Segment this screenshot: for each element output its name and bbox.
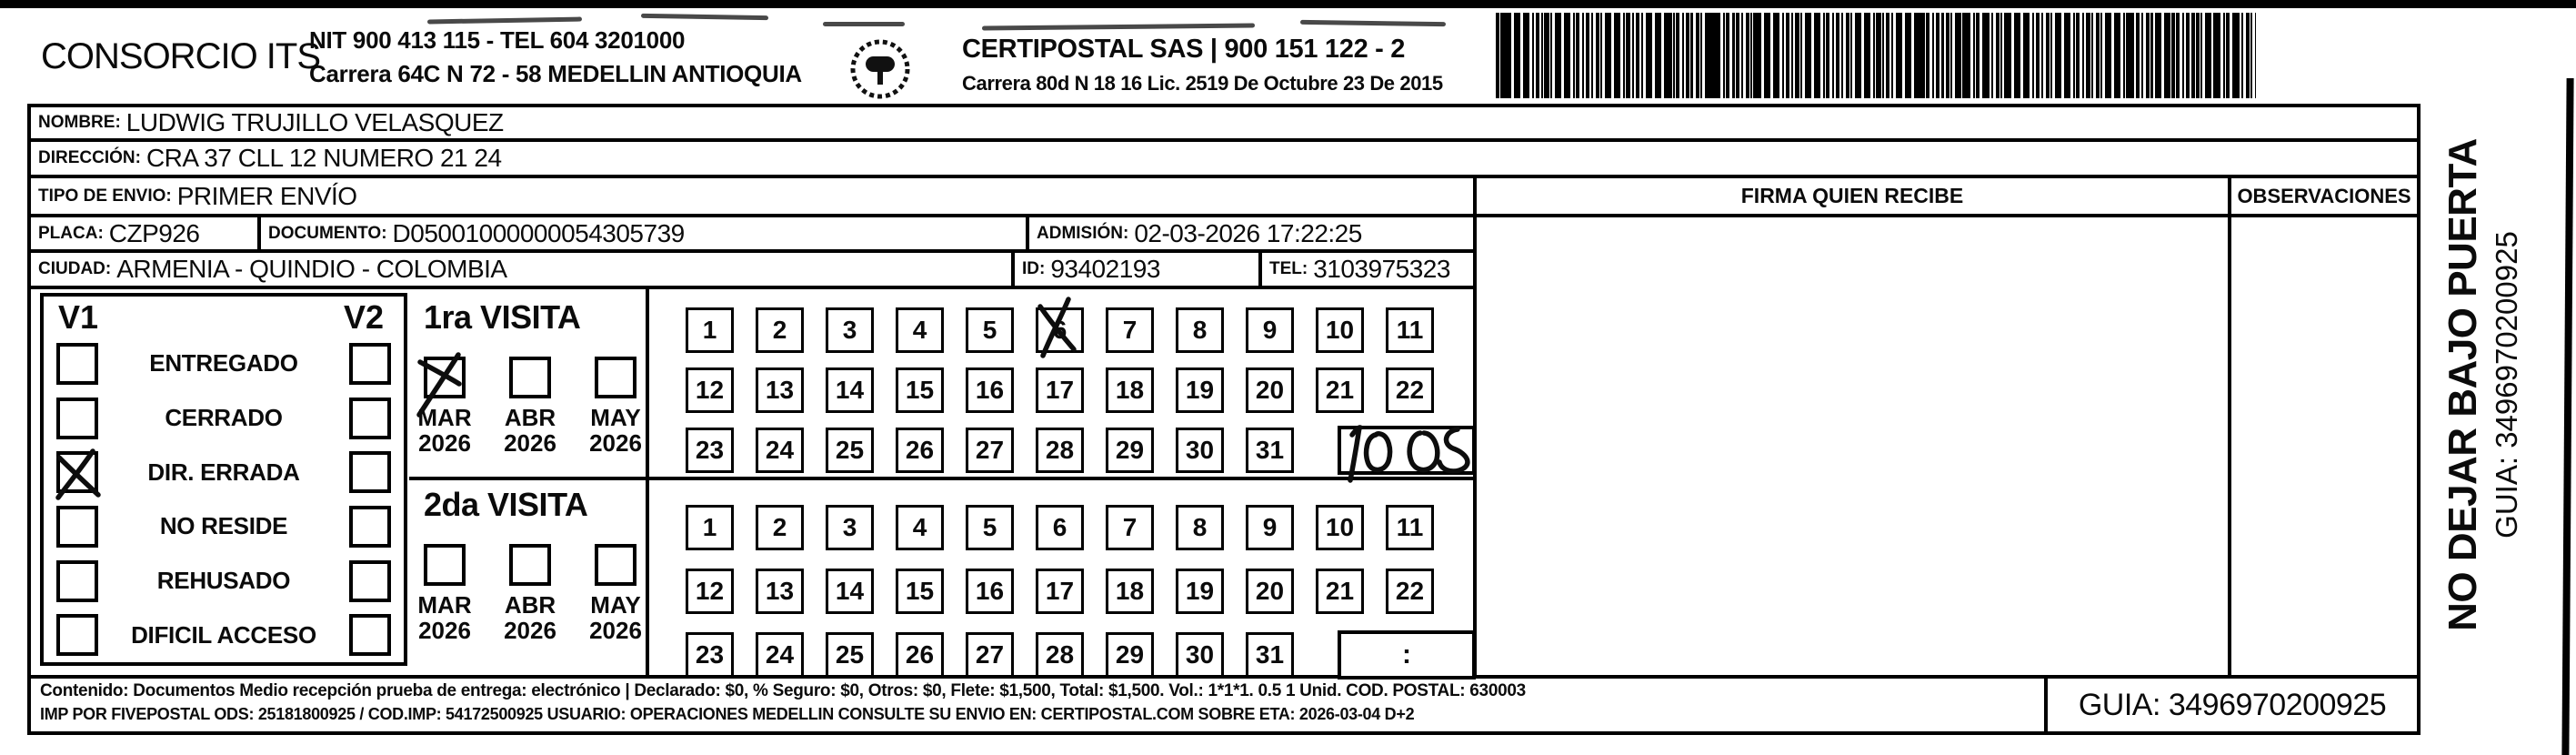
documento-value: D05001000000054305739	[392, 218, 685, 247]
second-visit-day-row-3	[686, 632, 1434, 680]
tipo-envio-label: TIPO DE ENVIO:	[38, 186, 172, 206]
status-label: DIFICIL ACCESO	[131, 620, 316, 649]
handwritten-x-mark	[1038, 310, 1081, 350]
first-visit-day-1[interactable]: 1	[686, 307, 734, 353]
first-visit-day-25[interactable]: 25	[826, 428, 874, 473]
year-label: 2026	[418, 429, 471, 457]
placa-value: CZP926	[108, 218, 200, 247]
second-visit-day-9[interactable]: 9	[1246, 505, 1294, 550]
month-label: MAR	[417, 591, 472, 619]
status-label: CERRADO	[165, 404, 283, 431]
first-visit-day-13[interactable]: 13	[756, 367, 804, 413]
status-row-cerrado	[44, 391, 404, 446]
side-guia: GUIA: 3496970200925	[2490, 231, 2523, 539]
first-visit-day-14[interactable]: 14	[826, 367, 874, 413]
year-label: 2026	[418, 617, 471, 644]
ciudad-label: CIUDAD:	[38, 259, 112, 278]
first-visit-title: 1ra VISITA	[424, 298, 581, 336]
second-visit-day-13[interactable]: 13	[756, 569, 804, 614]
status-label: NO RESIDE	[159, 512, 288, 540]
first-visit-day-8[interactable]: 8	[1176, 307, 1224, 353]
first-visit-day-28[interactable]: 28	[1036, 428, 1084, 473]
form-right-column	[1477, 178, 2417, 675]
first-visit-day-4[interactable]: 4	[896, 307, 944, 353]
tipo-envio-value: PRIMER ENVÍO	[176, 181, 357, 210]
second-visit-day-row-1	[686, 505, 1434, 550]
second-visit-months	[416, 544, 644, 644]
first-visit-day-26[interactable]: 26	[896, 428, 944, 473]
checkbox-v1-entregado[interactable]	[56, 343, 98, 385]
checkbox-v2-cerrado[interactable]	[349, 398, 391, 439]
checkbox-second-visit-abr[interactable]	[509, 544, 551, 586]
observaciones-divider	[2228, 217, 2231, 675]
first-visit-day-12[interactable]: 12	[686, 367, 734, 413]
status-row-dificil-acceso	[44, 608, 404, 662]
month-label: MAY	[590, 404, 641, 431]
checkbox-v2-entregado[interactable]	[349, 343, 391, 385]
second-visit-day-31[interactable]: 31	[1246, 632, 1294, 678]
footer-guia: GUIA: 3496970200925	[2044, 679, 2417, 731]
first-visit-day-15[interactable]: 15	[896, 367, 944, 413]
first-visit-day-6[interactable]: 6	[1036, 307, 1084, 353]
second-visit-day-27[interactable]: 27	[966, 632, 1014, 678]
second-visit-time-box[interactable]: :	[1338, 630, 1476, 680]
first-visit-day-3[interactable]: 3	[826, 307, 874, 353]
admision-cell	[1029, 217, 1473, 249]
second-visit-day-2[interactable]: 2	[756, 505, 804, 550]
first-visit-day-2[interactable]: 2	[756, 307, 804, 353]
direccion-label: DIRECCIÓN:	[38, 148, 141, 167]
second-visit-day-26[interactable]: 26	[896, 632, 944, 678]
handwritten-x-mark	[60, 455, 95, 489]
documento-label: DOCUMENTO:	[268, 223, 387, 243]
visits-area	[31, 289, 1473, 675]
company-info	[309, 24, 802, 91]
right-header-row	[1477, 178, 2417, 217]
second-visit-day-14[interactable]: 14	[826, 569, 874, 614]
barcode	[1496, 13, 2256, 98]
checkbox-v2-no-reside[interactable]	[349, 506, 391, 548]
placa-cell	[31, 217, 261, 249]
month-label: ABR	[504, 591, 556, 619]
ciudad-value: ARMENIA - QUINDIO - COLOMBIA	[116, 255, 507, 283]
placa-label: PLACA:	[38, 223, 104, 243]
footer-strip	[31, 675, 2417, 731]
scan-artifact	[641, 14, 768, 20]
footer-line2: IMP POR FIVEPOSTAL ODS: 25181800925 / COD.IMP: 54172500925 USUARIO: OPERACIONES MEDELLIN CONSULTE SU ENVIO EN: CERTIPOSTAL.COM SOBRE ETA: 2026-03-04 D+2	[40, 705, 1415, 723]
first-visit-day-20[interactable]: 20	[1246, 367, 1294, 413]
v2-header: V2	[343, 298, 384, 336]
operator-info	[962, 35, 1443, 96]
second-visit-day-19[interactable]: 19	[1176, 569, 1224, 614]
second-visit-month-may	[587, 544, 644, 644]
row-placa-documento-admision	[31, 217, 1473, 253]
first-visit-month-mar	[416, 357, 473, 457]
status-header	[44, 297, 404, 337]
status-row-dir-errada	[44, 445, 404, 499]
status-rows	[44, 337, 404, 662]
first-visit-month-abr	[502, 357, 558, 457]
checkbox-second-visit-mar[interactable]	[424, 544, 466, 586]
second-visit-day-8[interactable]: 8	[1176, 505, 1224, 550]
nombre-value: LUDWIG TRUJILLO VELASQUEZ	[125, 108, 504, 136]
documento-cell	[261, 217, 1029, 249]
second-visit-day-20[interactable]: 20	[1246, 569, 1294, 614]
operator-name: CERTIPOSTAL SAS | 900 151 122 - 2	[962, 35, 1406, 64]
row-nombre	[31, 107, 2417, 142]
first-visit-day-31[interactable]: 31	[1246, 428, 1294, 473]
form-main	[31, 178, 2417, 675]
first-visit-day-7[interactable]: 7	[1106, 307, 1154, 353]
first-visit-day-22[interactable]: 22	[1386, 367, 1434, 413]
month-label: MAY	[590, 591, 641, 619]
status-row-rehusado	[44, 554, 404, 609]
first-visit-day-18[interactable]: 18	[1106, 367, 1154, 413]
firma-header: FIRMA QUIEN RECIBE	[1740, 184, 1964, 207]
side-warning: NO DEJAR BAJO PUERTA	[2441, 138, 2485, 631]
company-name: CONSORCIO ITS	[41, 36, 321, 76]
handwritten-x-mark	[427, 360, 462, 395]
status-row-no-reside	[44, 499, 404, 554]
first-visit-day-19[interactable]: 19	[1176, 367, 1224, 413]
second-visit-day-24[interactable]: 24	[756, 632, 804, 678]
month-label: MAR	[417, 404, 472, 431]
id-value: 93402193	[1050, 255, 1160, 283]
checkbox-second-visit-may[interactable]	[595, 544, 636, 586]
first-visit-day-11[interactable]: 11	[1386, 307, 1434, 353]
side-note	[2402, 107, 2562, 662]
second-visit-day-21[interactable]: 21	[1316, 569, 1364, 614]
checkbox-first-visit-abr[interactable]	[509, 357, 551, 398]
observaciones-header: OBSERVACIONES	[2228, 178, 2417, 214]
form-left-column	[31, 178, 1477, 675]
first-visit-day-21[interactable]: 21	[1316, 367, 1364, 413]
checkbox-v1-cerrado[interactable]	[56, 398, 98, 439]
id-cell	[1015, 253, 1262, 286]
first-visit-day-10[interactable]: 10	[1316, 307, 1364, 353]
direccion-value: CRA 37 CLL 12 NUMERO 21 24	[145, 144, 502, 172]
tel-label: TEL:	[1269, 259, 1308, 278]
handwritten-time	[1341, 429, 1472, 471]
scan-artifact	[823, 22, 905, 26]
second-visit-day-3[interactable]: 3	[826, 505, 874, 550]
status-checkbox-panel	[40, 293, 407, 666]
second-visit-day-5[interactable]: 5	[966, 505, 1014, 550]
second-visit-day-12[interactable]: 12	[686, 569, 734, 614]
admision-value: 02-03-2026 17:22:25	[1134, 218, 1362, 247]
checkbox-v2-rehusado[interactable]	[349, 560, 391, 602]
year-label: 2026	[504, 617, 556, 644]
row-tipo-envio	[31, 178, 1473, 217]
second-visit-day-28[interactable]: 28	[1036, 632, 1084, 678]
row-ciudad-id-tel	[31, 253, 1473, 289]
first-visit-day-24[interactable]: 24	[756, 428, 804, 473]
second-visit-day-29[interactable]: 29	[1106, 632, 1154, 678]
stamp-icon	[846, 36, 915, 106]
ciudad-cell	[31, 253, 1015, 286]
checkbox-v1-rehusado[interactable]	[56, 560, 98, 602]
scan-artifact	[982, 23, 1255, 30]
second-visit-day-30[interactable]: 30	[1176, 632, 1224, 678]
footer-text	[31, 679, 2044, 731]
signature-area	[1477, 217, 2417, 675]
first-visit-day-17[interactable]: 17	[1036, 367, 1084, 413]
second-visit-day-4[interactable]: 4	[896, 505, 944, 550]
row-direccion	[31, 142, 2417, 178]
second-visit-month-abr	[502, 544, 558, 644]
status-label: REHUSADO	[156, 567, 291, 595]
visit-half-divider	[409, 477, 1473, 480]
form-box	[27, 104, 2421, 735]
second-visit-day-7[interactable]: 7	[1106, 505, 1154, 550]
first-visit-time-box[interactable]	[1338, 426, 1476, 475]
scan-artifact	[1300, 20, 1446, 26]
second-visit-title: 2da VISITA	[424, 486, 588, 523]
scan-artifact-right-edge	[2561, 78, 2573, 755]
admision-label: ADMISIÓN:	[1037, 223, 1129, 243]
first-visit-day-5[interactable]: 5	[966, 307, 1014, 353]
second-visit-day-23[interactable]: 23	[686, 632, 734, 678]
second-visit-day-6[interactable]: 6	[1036, 505, 1084, 550]
company-nit: NIT 900 413 115 - TEL 604 3201000	[309, 26, 686, 54]
second-visit-day-row-2	[686, 569, 1434, 614]
second-visit-day-15[interactable]: 15	[896, 569, 944, 614]
first-visit-day-30[interactable]: 30	[1176, 428, 1224, 473]
second-visit-day-22[interactable]: 22	[1386, 569, 1434, 614]
side-note-rotated	[2402, 107, 2562, 662]
first-visit-day-27[interactable]: 27	[966, 428, 1014, 473]
first-visit-day-grid	[686, 307, 1434, 475]
year-label: 2026	[589, 429, 642, 457]
status-label: ENTREGADO	[149, 349, 298, 378]
second-visit-day-1[interactable]: 1	[686, 505, 734, 550]
status-row-entregado	[44, 337, 404, 391]
first-visit-day-row-3	[686, 428, 1434, 475]
checkbox-v1-no-reside[interactable]	[56, 506, 98, 548]
scan-artifact-top-bar	[0, 0, 2576, 8]
status-label: DIR. ERRADA	[147, 458, 300, 486]
operator-license: Carrera 80d N 18 16 Lic. 2519 De Octubre 23 De 2015	[962, 72, 1443, 95]
month-label: ABR	[504, 404, 556, 431]
second-visit-day-11[interactable]: 11	[1386, 505, 1434, 550]
first-visit-day-29[interactable]: 29	[1106, 428, 1154, 473]
v1-header: V1	[58, 298, 99, 336]
second-visit-day-17[interactable]: 17	[1036, 569, 1084, 614]
tel-value: 3103975323	[1313, 255, 1450, 283]
company-address: Carrera 64C N 72 - 58 MEDELLIN ANTIOQUIA	[309, 60, 802, 87]
year-label: 2026	[504, 429, 556, 457]
first-visit-day-9[interactable]: 9	[1246, 307, 1294, 353]
tel-cell	[1262, 253, 1473, 286]
checkbox-v1-dir-errada[interactable]	[56, 451, 98, 493]
checkbox-v2-dir-errada[interactable]	[349, 451, 391, 493]
nombre-label: NOMBRE:	[38, 113, 121, 132]
second-visit-day-16[interactable]: 16	[966, 569, 1014, 614]
footer-line1: Contenido: Documentos Medio recepción prueba de entrega: electrónico | Declarado: $0, % Seguro: $0, Otros: $0, Flete: $1,500, Total: $1,500. Vol.: 1*1*1. 0.5 1 Unid. COD. POSTAL: 630003	[40, 681, 1526, 700]
first-visit-month-may	[587, 357, 644, 457]
second-visit-month-mar	[416, 544, 473, 644]
first-visit-day-16[interactable]: 16	[966, 367, 1014, 413]
first-visit-day-23[interactable]: 23	[686, 428, 734, 473]
first-visit-day-row-1	[686, 307, 1434, 353]
id-label: ID:	[1022, 259, 1046, 278]
checkbox-v1-dificil-acceso[interactable]	[56, 614, 98, 656]
second-visit-day-25[interactable]: 25	[826, 632, 874, 678]
checkbox-v2-dificil-acceso[interactable]	[349, 614, 391, 656]
second-visit-day-18[interactable]: 18	[1106, 569, 1154, 614]
second-visit-day-grid	[686, 505, 1434, 680]
second-visit-day-10[interactable]: 10	[1316, 505, 1364, 550]
checkbox-first-visit-may[interactable]	[595, 357, 636, 398]
first-visit-months	[416, 357, 644, 457]
checkbox-first-visit-mar[interactable]	[424, 357, 466, 398]
visit-column-divider	[646, 289, 649, 675]
year-label: 2026	[589, 617, 642, 644]
first-visit-day-row-2	[686, 367, 1434, 413]
